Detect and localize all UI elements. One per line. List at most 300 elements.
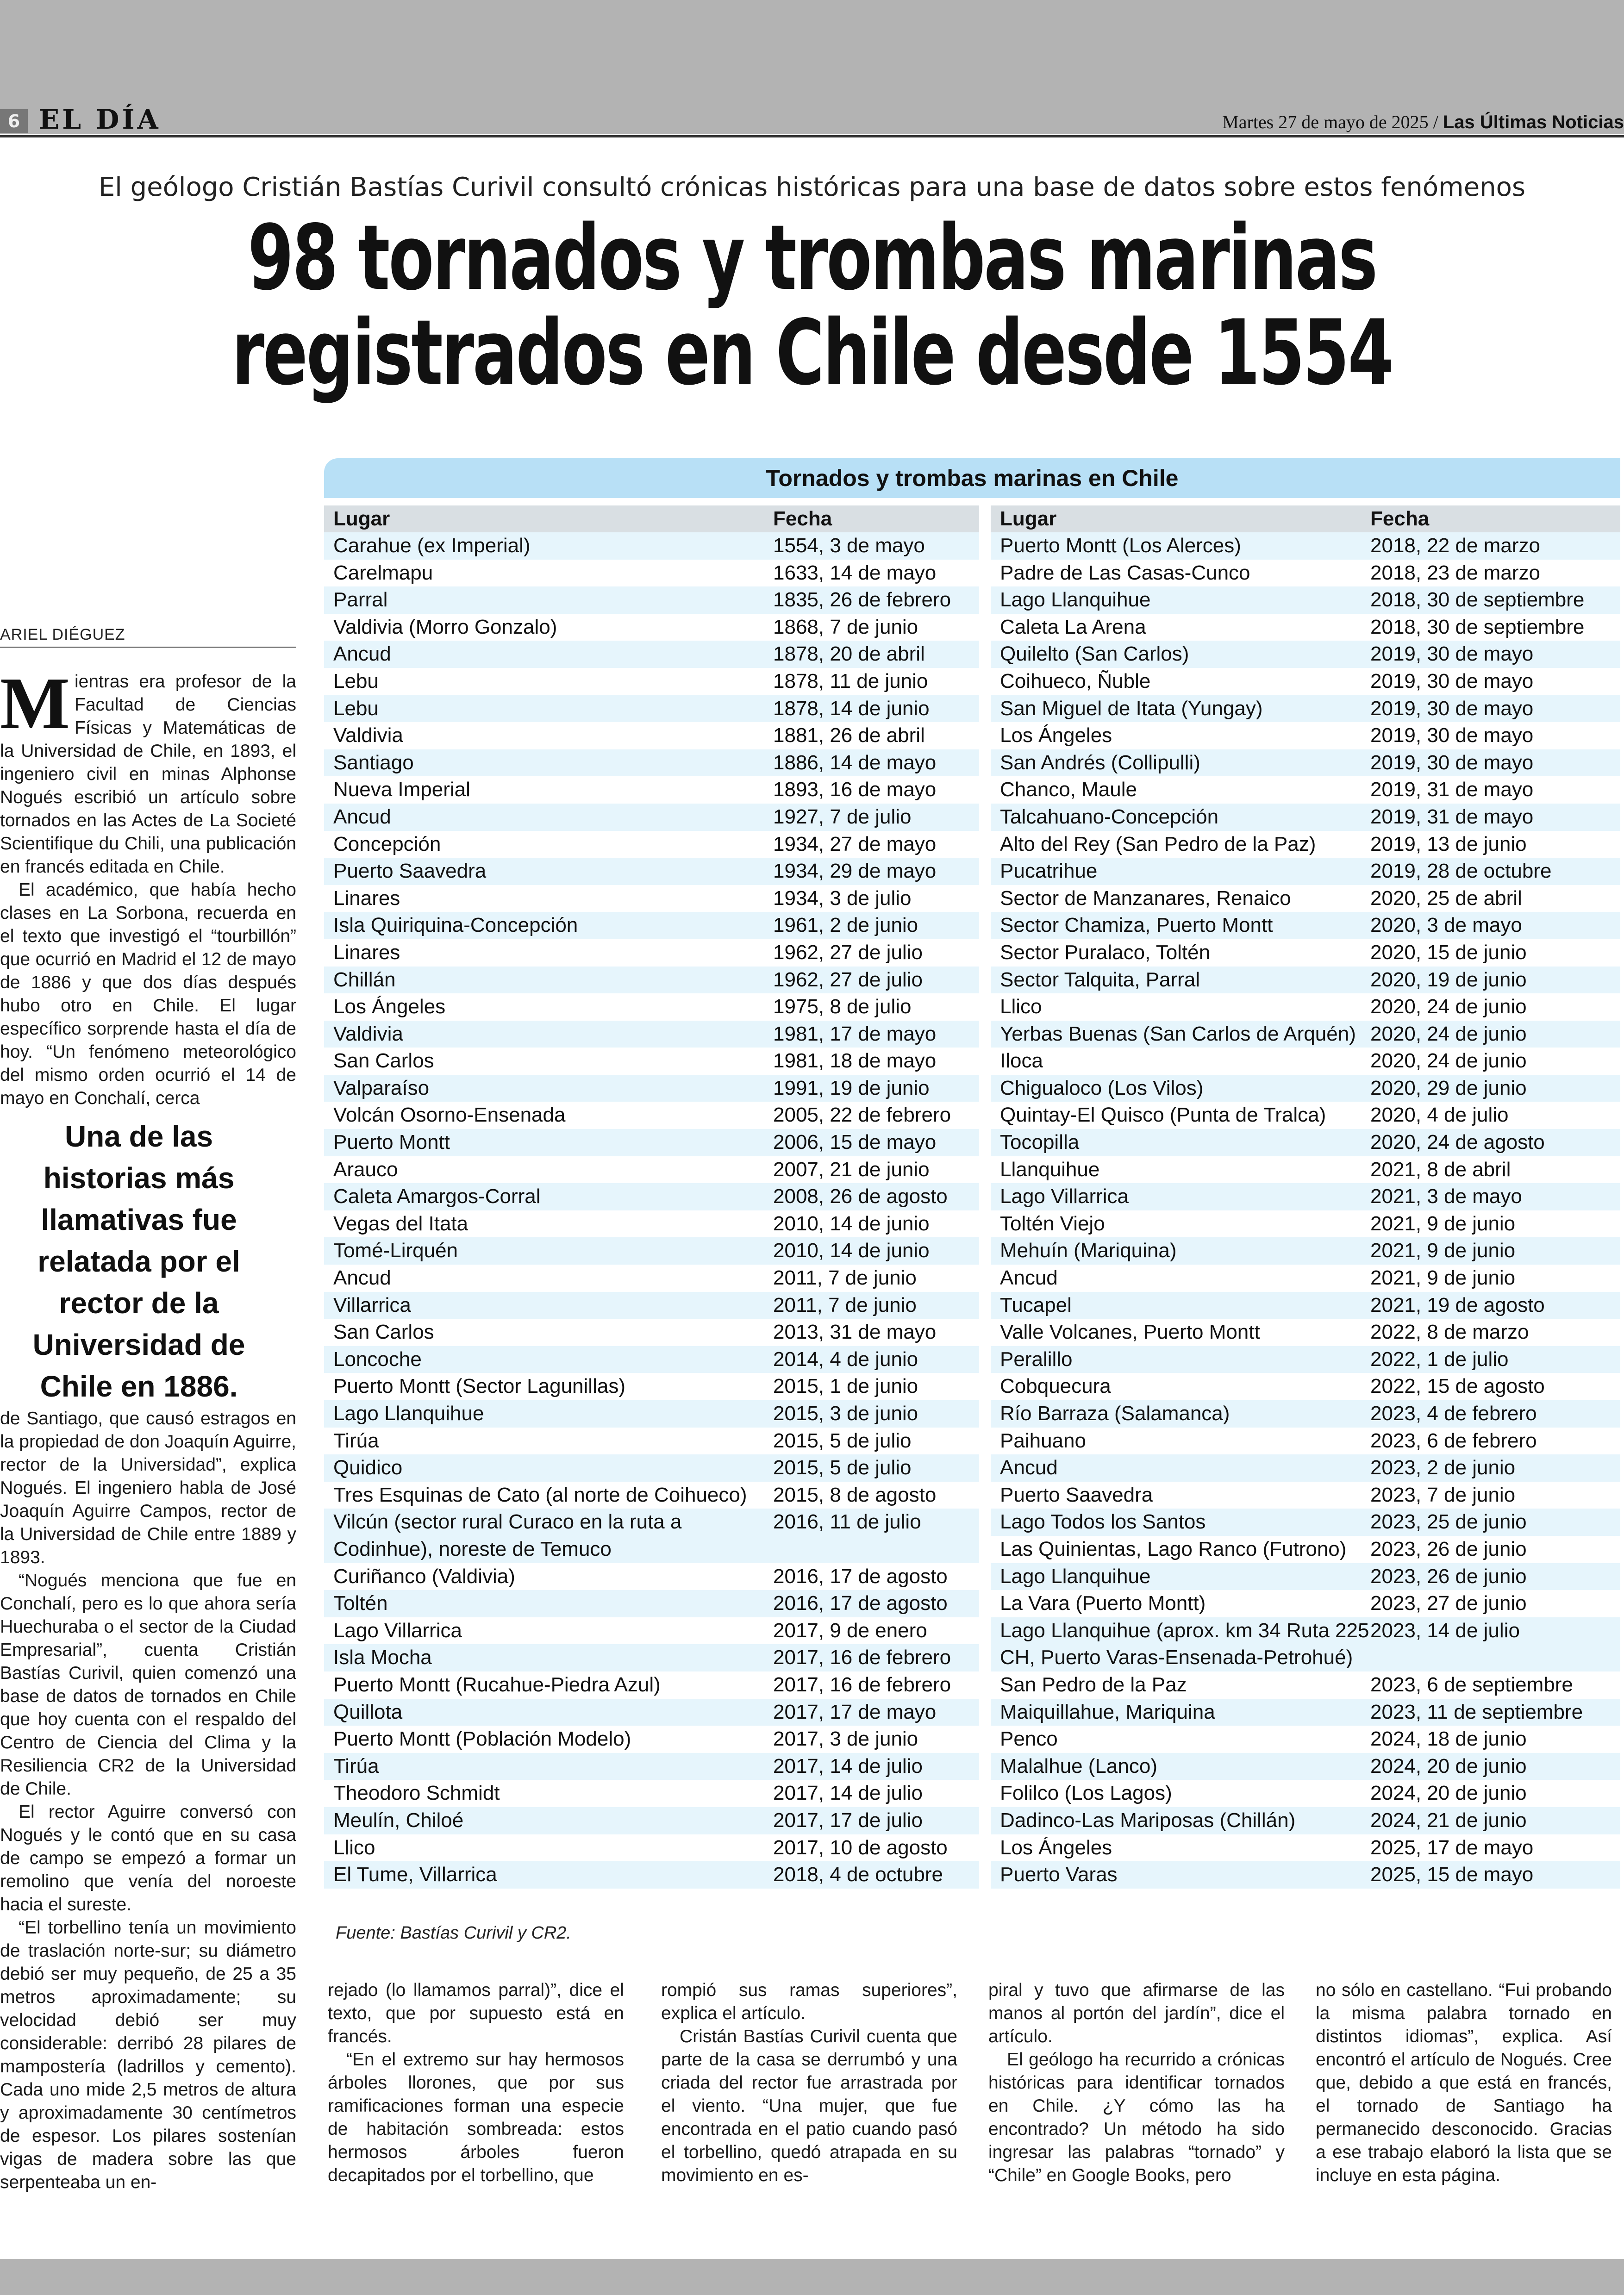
date-cell: 2023, 27 de junio xyxy=(1370,1592,1527,1615)
date-cell: 2019, 30 de mayo xyxy=(1370,642,1534,666)
place-cell: Sector de Manzanares, Renaico xyxy=(1000,886,1291,910)
date-cell: 2016, 11 de julio xyxy=(773,1510,921,1534)
date-cell: 2023, 26 de junio xyxy=(1370,1565,1527,1588)
paragraph: “En el extremo sur hay hermosos árboles llorones, que por sus ramificaciones forman una especie de habitación sombreada: estos hermosos árboles fueron decapitados por el torbellino, que xyxy=(328,2050,624,2185)
table-row xyxy=(991,1021,1620,1048)
place-cell: Mehuín (Mariquina) xyxy=(1000,1239,1177,1262)
table-row xyxy=(324,1048,979,1075)
paragraph: ientras era profesor de la Facultad de Ciencias Físicas y Matemáticas de la Universidad de Chile, en 1893, el ingeniero civil en minas Alphonse Nogués escribió un artículo sobre tornados en las Actes de La Societé Scientifique du Chili, una publicación en francés editada en Chile. xyxy=(0,672,296,877)
place-cell: Chanco, Maule xyxy=(1000,778,1137,801)
table-row xyxy=(991,831,1620,858)
date-cell: 1975, 8 de julio xyxy=(773,995,912,1018)
date-cell: 2024, 21 de junio xyxy=(1370,1809,1527,1832)
place-cell: Lago Villarrica xyxy=(333,1619,462,1642)
table-row xyxy=(324,1075,979,1102)
table-row xyxy=(991,614,1620,641)
place-cell: Caleta La Arena xyxy=(1000,615,1146,638)
place-cell: Ancud xyxy=(333,642,391,666)
date-cell: 1981, 18 de mayo xyxy=(773,1049,937,1073)
table-row xyxy=(991,1428,1620,1455)
place-cell: Curiñanco (Valdivia) xyxy=(333,1565,515,1588)
table-row xyxy=(991,1509,1620,1536)
table-row xyxy=(324,1753,979,1780)
date-cell: 1835, 26 de febrero xyxy=(773,588,951,611)
date-cell: 1962, 27 de julio xyxy=(773,941,923,964)
date-cell: 2025, 15 de mayo xyxy=(1370,1863,1534,1886)
table-row xyxy=(991,912,1620,939)
date-cell: 2020, 24 de junio xyxy=(1370,995,1527,1018)
table-row xyxy=(324,1210,979,1238)
date-cell: 2008, 26 de agosto xyxy=(773,1185,948,1208)
table-row xyxy=(991,668,1620,695)
place-cell: Ancud xyxy=(333,1266,391,1290)
paragraph: rompió sus ramas superiores”, explica el artículo. xyxy=(661,1980,957,2023)
date-cell: 2020, 24 de junio xyxy=(1370,1049,1527,1073)
place-cell: Quidico xyxy=(333,1456,403,1479)
drop-cap: M xyxy=(0,662,70,744)
place-cell: Theodoro Schmidt xyxy=(333,1782,500,1805)
date-cell: 1633, 14 de mayo xyxy=(773,561,937,584)
date-cell: 2025, 17 de mayo xyxy=(1370,1836,1534,1859)
table-source: Fuente: Bastías Curivil y CR2. xyxy=(336,1923,571,1943)
date-cell: 2020, 15 de junio xyxy=(1370,941,1527,964)
paragraph: no sólo en castellano. “Fui probando la misma palabra tornado en distintos idiomas”, explica. Así encontró el artículo de Nogués. Cree que, debido a que está en francés, el tornado de Santiago ha permanecido desconocido. Gracias a ese trabajo elaboró la lista que se incluye en esta página. xyxy=(1316,1980,1612,2185)
table-row xyxy=(991,1563,1620,1590)
table-row xyxy=(324,614,979,641)
place-cell: Quintay-El Quisco (Punta de Tralca) xyxy=(1000,1104,1326,1127)
table-row xyxy=(324,1563,979,1590)
table-row xyxy=(324,1509,979,1563)
headline-line-2: registrados en Chile desde 1554 xyxy=(231,300,1393,405)
paragraph: Cristán Bastías Curivil cuenta que parte de la casa se derrumbó y una criada del rector fue arrastrada por el viento. “Una mujer, que fue encontrada en el patio cuando pasó el torbellino, quedó atrapada en su movimiento en es- xyxy=(661,2027,957,2185)
table-row xyxy=(324,1726,979,1753)
date-cell: 2017, 16 de febrero xyxy=(773,1646,951,1669)
place-cell: Lago Llanquihue xyxy=(1000,1565,1151,1588)
place-cell: Folilco (Los Lagos) xyxy=(1000,1782,1172,1805)
date-cell: 2021, 19 de agosto xyxy=(1370,1293,1545,1316)
place-cell: Nueva Imperial xyxy=(333,778,470,801)
date-cell: 1878, 11 de junio xyxy=(773,669,928,692)
place-cell: Valle Volcanes, Puerto Montt xyxy=(1000,1321,1260,1344)
article-column-1-top xyxy=(0,662,296,1110)
date-cell: 2014, 4 de junio xyxy=(773,1347,918,1371)
place-cell: Los Ángeles xyxy=(1000,1836,1112,1859)
place-cell: Las Quinientas, Lago Ranco (Futrono) xyxy=(1000,1537,1347,1560)
table-row xyxy=(324,1428,979,1455)
date-cell: 2020, 29 de junio xyxy=(1370,1076,1527,1099)
place-cell: Linares xyxy=(333,941,400,964)
table-row xyxy=(991,1482,1620,1509)
date-cell: 2019, 31 de mayo xyxy=(1370,805,1534,828)
table-row xyxy=(324,1861,979,1889)
place-cell: Meulín, Chiloé xyxy=(333,1809,464,1832)
header-date-line xyxy=(1222,111,1624,133)
header-lugar: Lugar xyxy=(333,507,390,530)
place-cell: Caleta Amargos-Corral xyxy=(333,1185,541,1208)
article-column-2 xyxy=(328,1979,624,2187)
place-cell: Puerto Montt xyxy=(333,1131,450,1154)
table-row xyxy=(991,1237,1620,1265)
table-header-right xyxy=(991,505,1620,532)
table-row xyxy=(324,1265,979,1292)
place-cell: Dadinco-Las Mariposas (Chillán) xyxy=(1000,1809,1296,1832)
table-row xyxy=(991,1102,1620,1129)
date-cell: 1981, 17 de mayo xyxy=(773,1022,937,1045)
place-cell: Chillán xyxy=(333,968,396,991)
date-cell: 2023, 2 de junio xyxy=(1370,1456,1516,1479)
place-cell: Malalhue (Lanco) xyxy=(1000,1754,1157,1777)
table-row xyxy=(991,641,1620,668)
header-separator: / xyxy=(1428,112,1443,132)
table-row xyxy=(991,532,1620,560)
date-cell: 2018, 30 de septiembre xyxy=(1370,615,1585,638)
place-cell: Puerto Saavedra xyxy=(333,860,487,883)
date-cell: 1934, 27 de mayo xyxy=(773,832,937,855)
paragraph: piral y tuvo que afirmarse de las manos al portón del jardín”, dice el artículo. xyxy=(988,1980,1285,2046)
table-row xyxy=(324,749,979,777)
table-row xyxy=(991,1373,1620,1400)
paragraph: El geólogo ha recurrido a crónicas históricas para identificar tornados en Chile. ¿Y cómo las ha encontrado? Un método ha sido ingresar las palabras “tornado” y “Chile” en Google Books, pero xyxy=(988,2050,1285,2185)
table-row xyxy=(991,1671,1620,1699)
table-row xyxy=(324,560,979,587)
table-row xyxy=(991,1617,1620,1671)
place-cell: Alto del Rey (San Pedro de la Paz) xyxy=(1000,832,1316,855)
table-row xyxy=(991,1780,1620,1807)
date-cell: 2021, 9 de junio xyxy=(1370,1266,1516,1290)
place-cell: Sector Chamiza, Puerto Montt xyxy=(1000,914,1273,937)
place-cell: Lebu xyxy=(333,669,379,692)
table-row xyxy=(991,1400,1620,1428)
table-row xyxy=(991,1075,1620,1102)
date-cell: 2019, 30 de mayo xyxy=(1370,751,1534,774)
table-row xyxy=(324,1346,979,1373)
date-cell: 2017, 17 de julio xyxy=(773,1809,923,1832)
table-row xyxy=(991,1183,1620,1210)
table-row xyxy=(324,939,979,967)
place-cell: Valparaíso xyxy=(333,1076,430,1099)
place-cell: Isla Quiriquina-Concepción xyxy=(333,914,578,937)
date-cell: 2021, 8 de abril xyxy=(1370,1158,1511,1181)
date-cell: 2023, 26 de junio xyxy=(1370,1537,1527,1560)
table-row xyxy=(991,695,1620,723)
table-body-left xyxy=(324,532,979,1889)
table-row xyxy=(324,1237,979,1265)
table-row xyxy=(991,1726,1620,1753)
date-cell: 2020, 3 de mayo xyxy=(1370,914,1522,937)
place-cell: Tres Esquinas de Cato (al norte de Coihueco) xyxy=(333,1483,747,1506)
date-cell: 2019, 30 de mayo xyxy=(1370,697,1534,720)
place-cell: Maiquillahue, Mariquina xyxy=(1000,1700,1215,1723)
place-cell: Lago Todos los Santos xyxy=(1000,1510,1206,1534)
table-row xyxy=(991,1834,1620,1862)
place-cell: Talcahuano-Concepción xyxy=(1000,805,1219,828)
paragraph: El rector Aguirre conversó con Nogués y le contó que en su casa de campo se empezó a formar un remolino que venía del noroeste hacia el sureste. xyxy=(0,1802,296,1915)
place-cell: Padre de Las Casas-Cunco xyxy=(1000,561,1250,584)
table-row xyxy=(324,1400,979,1428)
table-row xyxy=(324,1644,979,1671)
article-column-5 xyxy=(1316,1979,1612,2187)
date-cell: 2006, 15 de mayo xyxy=(773,1131,937,1154)
place-cell: San Andrés (Collipulli) xyxy=(1000,751,1200,774)
bottom-margin-band xyxy=(0,2259,1624,2295)
place-cell: Santiago xyxy=(333,751,414,774)
place-cell: La Vara (Puerto Montt) xyxy=(1000,1592,1206,1615)
place-cell: Chigualoco (Los Vilos) xyxy=(1000,1076,1204,1099)
date-cell: 2017, 3 de junio xyxy=(773,1727,918,1751)
table-row xyxy=(324,1319,979,1346)
place-cell: Los Ángeles xyxy=(333,995,446,1018)
place-cell: Penco xyxy=(1000,1727,1058,1751)
date-cell: 2024, 20 de junio xyxy=(1370,1782,1527,1805)
place-cell: Quilelto (San Carlos) xyxy=(1000,642,1189,666)
table-row xyxy=(324,967,979,994)
place-cell: Puerto Montt (Sector Lagunillas) xyxy=(333,1375,625,1398)
place-cell: Tucapel xyxy=(1000,1293,1072,1316)
table-row xyxy=(991,1536,1620,1563)
table-row xyxy=(324,993,979,1021)
date-cell: 2019, 30 de mayo xyxy=(1370,669,1534,692)
table-row xyxy=(324,1454,979,1482)
date-cell: 2023, 6 de febrero xyxy=(1370,1429,1537,1452)
place-cell: Carelmapu xyxy=(333,561,433,584)
date-cell: 2018, 4 de octubre xyxy=(773,1863,943,1886)
table-row xyxy=(991,858,1620,885)
date-cell: 2019, 13 de junio xyxy=(1370,832,1527,855)
table-row xyxy=(324,776,979,804)
date-cell: 2015, 8 de agosto xyxy=(773,1483,937,1506)
place-cell: Vegas del Itata xyxy=(333,1212,468,1235)
table-row xyxy=(324,912,979,939)
table-row xyxy=(324,1156,979,1184)
table-row xyxy=(991,885,1620,912)
date-cell: 2023, 7 de junio xyxy=(1370,1483,1516,1506)
table-row xyxy=(991,1265,1620,1292)
date-cell: 2020, 4 de julio xyxy=(1370,1104,1509,1127)
table-row xyxy=(991,776,1620,804)
table-row xyxy=(324,1373,979,1400)
place-cell: Linares xyxy=(333,886,400,910)
place-cell: Puerto Montt (Rucahue-Piedra Azul) xyxy=(333,1673,661,1696)
date-cell: 2015, 5 de julio xyxy=(773,1456,912,1479)
table-row xyxy=(991,1699,1620,1726)
place-cell: Loncoche xyxy=(333,1347,422,1371)
table-right-column xyxy=(991,505,1620,1889)
date-cell: 1934, 29 de mayo xyxy=(773,860,937,883)
place-cell: Llico xyxy=(333,1836,375,1859)
place-cell: Tirúa xyxy=(333,1754,379,1777)
date-cell: 2017, 14 de julio xyxy=(773,1782,923,1805)
table-row xyxy=(324,668,979,695)
table-row xyxy=(324,1671,979,1699)
article-column-1-bottom xyxy=(0,1407,296,2194)
table-row xyxy=(324,1129,979,1156)
place-cell: Valdivia (Morro Gonzalo) xyxy=(333,615,557,638)
place-cell: El Tume, Villarrica xyxy=(333,1863,497,1886)
date-cell: 2005, 22 de febrero xyxy=(773,1104,951,1127)
place-cell: San Carlos xyxy=(333,1321,434,1344)
table-row xyxy=(991,1753,1620,1780)
place-cell: Arauco xyxy=(333,1158,398,1181)
date-cell: 1893, 16 de mayo xyxy=(773,778,937,801)
date-cell: 2018, 30 de septiembre xyxy=(1370,588,1585,611)
table-row xyxy=(991,1590,1620,1617)
date-cell: 2023, 14 de julio xyxy=(1370,1619,1520,1642)
table-row xyxy=(324,1102,979,1129)
table-row xyxy=(991,1346,1620,1373)
table-row xyxy=(324,1617,979,1645)
place-cell: San Miguel de Itata (Yungay) xyxy=(1000,697,1263,720)
place-cell: Tirúa xyxy=(333,1429,379,1452)
table-row xyxy=(324,1780,979,1807)
table-left-column xyxy=(324,505,979,1889)
date-cell: 1927, 7 de julio xyxy=(773,805,912,828)
place-cell: Concepción xyxy=(333,832,441,855)
date-cell: 2007, 21 de junio xyxy=(773,1158,930,1181)
date-cell: 2021, 3 de mayo xyxy=(1370,1185,1522,1208)
place-cell: Puerto Varas xyxy=(1000,1863,1118,1886)
date-cell: 1554, 3 de mayo xyxy=(773,534,925,557)
place-cell: Lebu xyxy=(333,697,379,720)
place-cell: Ancud xyxy=(333,805,391,828)
date-cell: 2020, 25 de abril xyxy=(1370,886,1522,910)
paragraph: rejado (lo llamamos parral)”, dice el texto, que por supuesto está en francés. xyxy=(328,1980,624,2046)
table-row xyxy=(991,993,1620,1021)
date-cell: 2023, 25 de junio xyxy=(1370,1510,1527,1534)
table-row xyxy=(991,1156,1620,1184)
place-cell: Carahue (ex Imperial) xyxy=(333,534,531,557)
table-row xyxy=(991,586,1620,614)
place-cell: Yerbas Buenas (San Carlos de Arquén) xyxy=(1000,1022,1356,1045)
place-cell: Pucatrihue xyxy=(1000,860,1098,883)
place-cell: Valdivia xyxy=(333,724,403,747)
paragraph: “El torbellino tenía un movimiento de traslación norte-sur; su diámetro debió ser muy pequeño, de 25 a 35 metros aproximadamente; su velocidad debió ser muy considerable: derribó 28 pilares de mampostería (ladrillos y cemento). Cada uno mide 2,5 metros de altura y aproximadamente 30 centímetros de espesor. Los pilares sostenían vigas de madera sobre las que serpenteaba un en- xyxy=(0,1918,296,2192)
place-cell: Lago Llanquihue xyxy=(333,1402,484,1425)
table-row xyxy=(324,1183,979,1210)
date-cell: 2019, 30 de mayo xyxy=(1370,724,1534,747)
date-cell: 2023, 4 de febrero xyxy=(1370,1402,1537,1425)
table-row xyxy=(991,1048,1620,1075)
place-cell: San Carlos xyxy=(333,1049,434,1073)
table-row xyxy=(991,749,1620,777)
place-cell: Tocopilla xyxy=(1000,1131,1080,1154)
table-title: Tornados y trombas marinas en Chile xyxy=(324,458,1620,498)
table-row xyxy=(324,1292,979,1319)
date-cell: 2017, 16 de febrero xyxy=(773,1673,951,1696)
table-row xyxy=(991,1454,1620,1482)
paragraph: El académico, que había hecho clases en La Sorbona, recuerda en el texto que investigó el “tourbillón” que ocurrió en Madrid el 12 de mayo de 1886 y que dos días después hubo otro en Chile. El lugar específico sorprende hasta el día de hoy. “Un fenómeno meteorológico del mismo orden ocurrió el 14 de mayo en Conchalí, cerca xyxy=(0,880,296,1108)
table-row xyxy=(324,532,979,560)
date-cell: 1962, 27 de julio xyxy=(773,968,923,991)
place-cell: Ancud xyxy=(1000,1266,1058,1290)
byline: ARIEL DIÉGUEZ xyxy=(0,626,296,648)
table-row xyxy=(324,858,979,885)
table-row xyxy=(991,1319,1620,1346)
date-cell: 2023, 6 de septiembre xyxy=(1370,1673,1573,1696)
place-cell: Río Barraza (Salamanca) xyxy=(1000,1402,1230,1425)
section-name: EL DÍA xyxy=(39,104,161,135)
date-cell: 2021, 9 de junio xyxy=(1370,1212,1516,1235)
table-row xyxy=(324,1699,979,1726)
date-cell: 2020, 24 de junio xyxy=(1370,1022,1527,1045)
date-cell: 2017, 10 de agosto xyxy=(773,1836,948,1859)
place-cell: Paihuano xyxy=(1000,1429,1086,1452)
table-row xyxy=(324,722,979,749)
place-cell: Parral xyxy=(333,588,388,611)
date-cell: 2017, 9 de enero xyxy=(773,1619,927,1642)
date-cell: 1934, 3 de julio xyxy=(773,886,912,910)
place-cell: Los Ángeles xyxy=(1000,724,1112,747)
table-row xyxy=(991,939,1620,967)
date-cell: 2020, 24 de agosto xyxy=(1370,1131,1545,1154)
date-cell: 1881, 26 de abril xyxy=(773,724,925,747)
date-cell: 2022, 8 de marzo xyxy=(1370,1321,1529,1344)
table-row xyxy=(324,1590,979,1617)
place-cell: Llanquihue xyxy=(1000,1158,1100,1181)
date-cell: 2015, 5 de julio xyxy=(773,1429,912,1452)
place-cell: Quillota xyxy=(333,1700,403,1723)
table-row xyxy=(324,1482,979,1509)
place-cell: Toltén xyxy=(333,1592,388,1615)
header-lugar: Lugar xyxy=(1000,507,1057,530)
date-cell: 1868, 7 de junio xyxy=(773,615,918,638)
place-cell: Puerto Montt (Los Alerces) xyxy=(1000,534,1241,557)
date-cell: 2015, 1 de junio xyxy=(773,1375,918,1398)
date-cell: 2010, 14 de junio xyxy=(773,1239,930,1262)
place-cell: San Pedro de la Paz xyxy=(1000,1673,1187,1696)
headline-line-1: 98 tornados y trombas marinas xyxy=(247,206,1377,310)
place-cell: Llico xyxy=(1000,995,1042,1018)
place-cell: Tomé-Lirquén xyxy=(333,1239,458,1262)
date-cell: 2015, 3 de junio xyxy=(773,1402,918,1425)
date-cell: 1878, 14 de junio xyxy=(773,697,930,720)
date-cell: 1878, 20 de abril xyxy=(773,642,925,666)
date-cell: 2022, 1 de julio xyxy=(1370,1347,1509,1371)
table-row xyxy=(991,1292,1620,1319)
date-cell: 2017, 17 de mayo xyxy=(773,1700,937,1723)
table-row xyxy=(991,1129,1620,1156)
date-cell: 2010, 14 de junio xyxy=(773,1212,930,1235)
place-cell: Vilcún (sector rural Curaco en la ruta a Codinhue), noreste de Temuco xyxy=(333,1510,682,1560)
place-cell: Peralillo xyxy=(1000,1347,1073,1371)
date-cell: 2021, 9 de junio xyxy=(1370,1239,1516,1262)
date-cell: 2023, 11 de septiembre xyxy=(1370,1700,1583,1723)
place-cell: Iloca xyxy=(1000,1049,1043,1073)
paragraph: “Nogués menciona que fue en Conchalí, pero es lo que ahora sería Huechuraba o el sector de la Ciudad Empresarial”, cuenta Cristián Bastías Curivil, quien comenzó una base de datos de tornados en Chile que hoy cuenta con el respaldo del Centro de Ciencia del Clima y la Resiliencia CR2 de la Universidad de Chile. xyxy=(0,1571,296,1799)
table-row xyxy=(991,1210,1620,1238)
place-cell: Toltén Viejo xyxy=(1000,1212,1105,1235)
place-cell: Lago Llanquihue (aprox. km 34 Ruta 225 CH, Puerto Varas-Ensenada-Petrohué) xyxy=(1000,1619,1369,1669)
table-body-right xyxy=(991,532,1620,1889)
table-row xyxy=(324,586,979,614)
date-cell: 2020, 19 de junio xyxy=(1370,968,1527,991)
place-cell: Villarrica xyxy=(333,1293,411,1316)
table-row xyxy=(324,641,979,668)
kicker: El geólogo Cristián Bastías Curivil consultó crónicas históricas para una base de datos sobre estos fenómenos xyxy=(98,172,1526,202)
date-cell: 1961, 2 de junio xyxy=(773,914,918,937)
place-cell: Puerto Saavedra xyxy=(1000,1483,1153,1506)
date-cell: 1991, 19 de junio xyxy=(773,1076,930,1099)
table-row xyxy=(324,1021,979,1048)
table-row xyxy=(991,1807,1620,1834)
date-cell: 2016, 17 de agosto xyxy=(773,1565,948,1588)
place-cell: Volcán Osorno-Ensenada xyxy=(333,1104,566,1127)
date-cell: 2011, 7 de junio xyxy=(773,1293,917,1316)
date-cell: 2022, 15 de agosto xyxy=(1370,1375,1545,1398)
date-cell: 2018, 23 de marzo xyxy=(1370,561,1540,584)
publication-name: Las Últimas Noticias xyxy=(1443,112,1624,132)
table-row xyxy=(991,560,1620,587)
date-cell: 2017, 14 de julio xyxy=(773,1754,923,1777)
